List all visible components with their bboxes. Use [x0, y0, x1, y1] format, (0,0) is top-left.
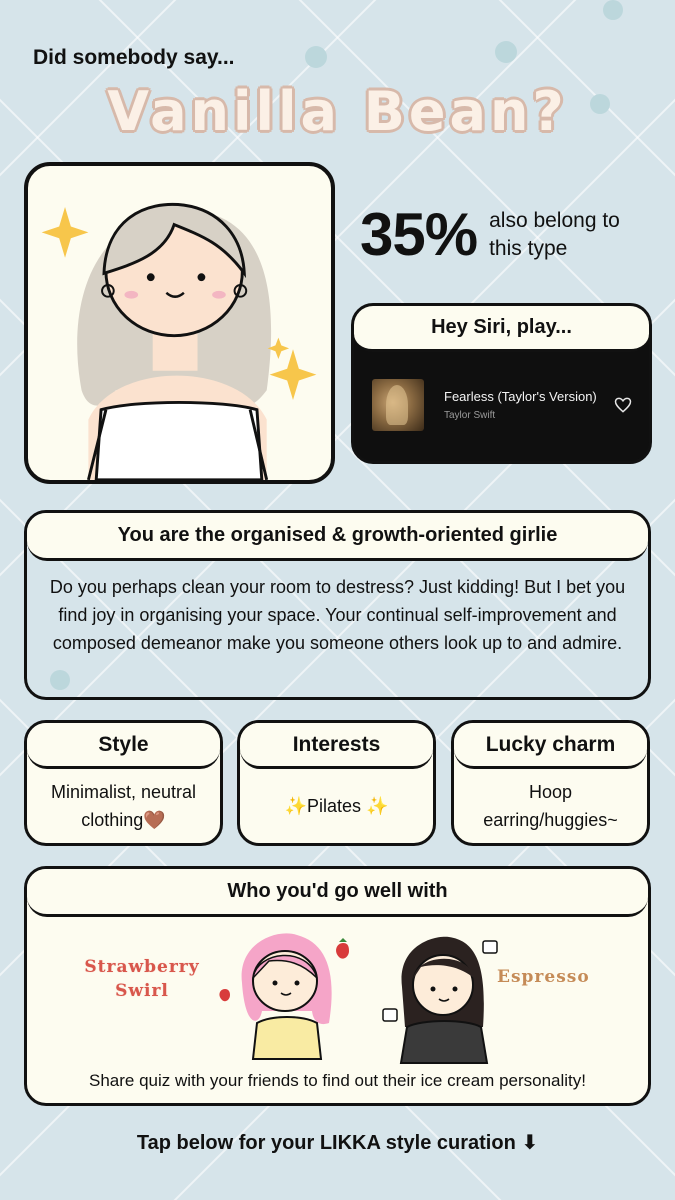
song-card-heading: Hey Siri, play...: [354, 306, 649, 352]
strawberry-girl-illustration: [217, 923, 357, 1063]
style-card: [24, 720, 223, 846]
style-curation-cta[interactable]: Tap below for your LIKKA style curation ⬇: [136, 1132, 539, 1154]
lucky-charm-value: Hoop earring/huggies~: [483, 782, 618, 830]
page-title: Vanilla Bean?: [107, 80, 568, 143]
lucky-charm-heading: Lucky charm: [454, 723, 647, 769]
type-percentage: [360, 200, 649, 269]
compatibility-illustrations: [27, 917, 648, 1067]
track-title: Fearless (Taylor's Version): [444, 389, 597, 404]
style-value: Minimalist, neutral clothing🤎: [50, 782, 197, 830]
interests-card: [237, 720, 436, 846]
style-heading: Style: [27, 723, 220, 769]
espresso-girl-illustration: [377, 927, 507, 1067]
avatar-illustration: [28, 166, 331, 480]
avatar-illustration-card: [24, 162, 335, 484]
share-quiz-text: Share quiz with your friends to find out their ice cream personality!: [88, 1071, 587, 1090]
interests-value: ✨Pilates ✨: [284, 796, 389, 816]
strawberry-icon: [336, 938, 349, 959]
interests-heading: Interests: [240, 723, 433, 769]
percentage-caption: also belong to this type: [489, 208, 620, 260]
intro-text: Did somebody say...: [33, 46, 235, 69]
strawberry-icon: [219, 989, 230, 1001]
album-art: [372, 379, 424, 431]
heart-icon[interactable]: [613, 395, 633, 415]
personality-description: Do you perhaps clean your room to destress? Just kidding! But I bet you find joy in organising your space. Your continual self-improvement and composed demeanor make you someone others look up to and admire.: [49, 577, 626, 653]
compatibility-heading: Who you'd go well with: [27, 869, 648, 917]
flavor-strawberry-swirl: Strawberry Swirl: [84, 957, 200, 1001]
lucky-charm-card: [451, 720, 650, 846]
sparkle-icon: [270, 349, 317, 400]
personality-heading: You are the organised & growth-oriented girlie: [27, 513, 648, 561]
track-artist: Taylor Swift: [444, 410, 496, 421]
compatibility-card: [24, 866, 651, 1106]
coffee-cup-icon: [383, 1009, 397, 1021]
personality-card: [24, 510, 651, 700]
coffee-cup-icon: [483, 941, 497, 953]
track-row[interactable]: [372, 379, 637, 431]
percentage-value: 35%: [360, 201, 478, 268]
flavor-espresso: Espresso: [497, 967, 590, 987]
song-card[interactable]: [351, 303, 652, 464]
sparkle-icon: [42, 207, 89, 258]
